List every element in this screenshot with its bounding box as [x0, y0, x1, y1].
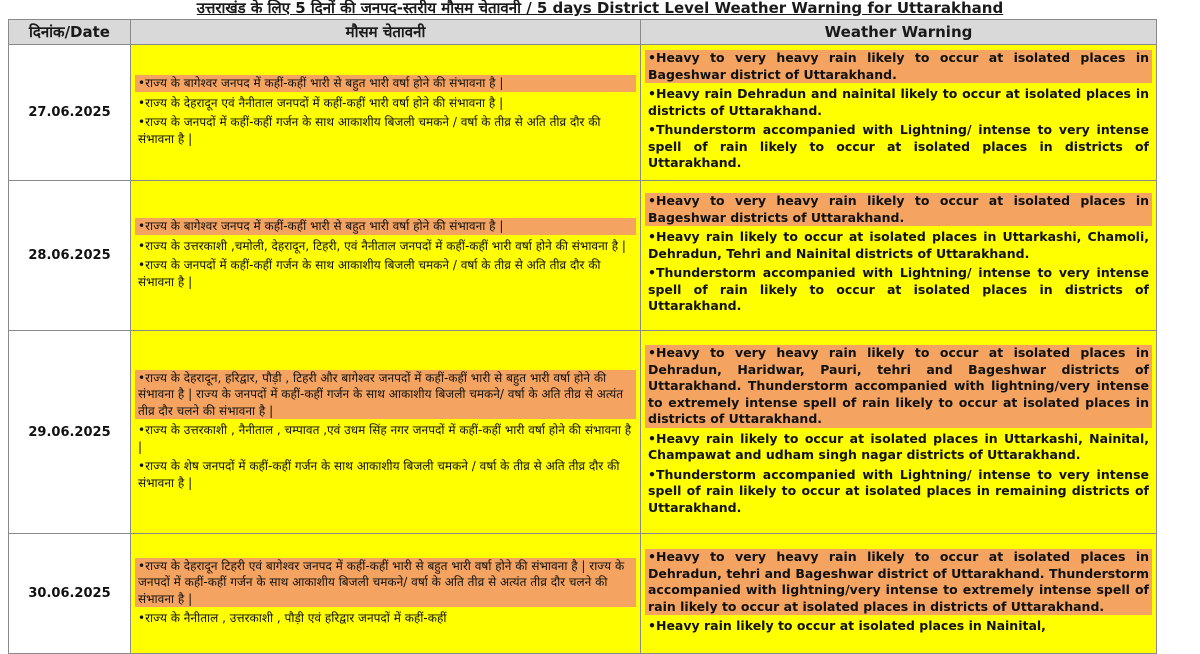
hindi-warning-item: •राज्य के शेष जनपदों में कहीं-कहीं गर्जन के साथ आकाशीय बिजली चमकने / वर्षा के तीव्र से अति तीव्र दौर की संभावना है |	[135, 458, 636, 491]
hindi-warning-item: •राज्य के देहरादून एवं नैनीताल जनपदों में कहीं-कहीं भारी वर्षा होने की संभावना है |	[135, 95, 636, 112]
english-warning-item: •Heavy rain likely to occur at isolated places in Uttarkashi, Nainital, Champawat and udham singh nagar districts of Uttarakhand.	[645, 431, 1152, 464]
page-title: उत्तराखंड के लिए 5 दिनों की जनपद-स्तरीय मौसम चेतावनी / 5 days District Level Weather Warning for Uttarakhand	[196, 0, 1004, 17]
hindi-warning-cell	[131, 45, 641, 181]
hindi-warning-cell	[131, 534, 641, 654]
english-warning-cell	[641, 331, 1157, 534]
hindi-warning-cell	[131, 331, 641, 534]
date-cell: 28.06.2025	[9, 181, 131, 331]
english-warning-item: •Heavy rain Dehradun and nainital likely to occur at isolated places in districts of Uttarakhand.	[645, 86, 1152, 119]
header-hindi-warning: मौसम चेतावनी	[131, 20, 641, 45]
date-cell: 27.06.2025	[9, 45, 131, 181]
table-row	[9, 181, 1157, 331]
table-row	[9, 45, 1157, 181]
english-warning-cell	[641, 181, 1157, 331]
table-row	[9, 331, 1157, 534]
warning-table	[8, 19, 1157, 654]
english-warning-item: •Thunderstorm accompanied with Lightning/ intense to very intense spell of rain likely to occur at isolated places in districts of Uttarakhand.	[645, 122, 1152, 172]
english-warning-item: •Heavy rain likely to occur at isolated places in Uttarkashi, Chamoli, Dehradun, Tehri and Nainital districts of Uttarakhand.	[645, 229, 1152, 262]
english-warning-item: •Heavy to very heavy rain likely to occur at isolated places in Bageshwar district of Uttarakhand.	[645, 50, 1152, 83]
english-warning-cell	[641, 45, 1157, 181]
header-english-warning: Weather Warning	[641, 20, 1157, 45]
hindi-warning-item: •राज्य के नैनीताल , उत्तरकाशी , पौड़ी एवं हरिद्वार जनपदों में कहीं-कहीं	[135, 610, 636, 627]
hindi-warning-cell	[131, 181, 641, 331]
table-row	[9, 534, 1157, 654]
english-warning-item: •Heavy to very heavy rain likely to occur at isolated places in Dehradun, tehri and Bageshwar district of Uttarakhand. Thunderstorm accompanied with lightning/very intense to extremely intense spell of rain likely to occur at isolated places in districts of Uttarakhand.	[645, 549, 1152, 615]
english-warning-item: •Thunderstorm accompanied with Lightning/ intense to very intense spell of rain likely to occur at isolated places in remaining districts of Uttarakhand.	[645, 467, 1152, 517]
hindi-warning-item: •राज्य के उत्तरकाशी ,चमोली, देहरादून, टिहरी, एवं नैनीताल जनपदों में कहीं-कहीं भारी वर्षा होने की संभावना है |	[135, 238, 636, 255]
date-cell: 30.06.2025	[9, 534, 131, 654]
english-warning-item: •Thunderstorm accompanied with Lightning/ intense to very intense spell of rain likely to occur at isolated places in districts of Uttarakhand.	[645, 265, 1152, 315]
hindi-warning-item: •राज्य के बागेश्वर जनपद में कहीं-कहीं भारी से बहुत भारी वर्षा होने की संभावना है |	[135, 75, 636, 92]
english-warning-cell	[641, 534, 1157, 654]
hindi-warning-item: •राज्य के जनपदों में कहीं-कहीं गर्जन के साथ आकाशीय बिजली चमकने / वर्षा के तीव्र से अति तीव्र दौर की संभावना है |	[135, 114, 636, 147]
hindi-warning-item: •राज्य के देहरादून, हरिद्वार, पौड़ी , टिहरी और बागेश्वर जनपदों में कहीं-कहीं भारी से बहुत भारी वर्षा होने की संभावना है | राज्य के जनपदों में कहीं-कहीं गर्जन के साथ आकाशीय बिजली चमकने/ वर्षा के अति तीव्र से अत्यंत तीव्र दौर चलने की संभावना है |	[135, 370, 636, 420]
hindi-warning-item: •राज्य के बागेश्वर जनपद में कहीं-कहीं भारी से बहुत भारी वर्षा होने की संभावना है |	[135, 218, 636, 235]
hindi-warning-item: •राज्य के जनपदों में कहीं-कहीं गर्जन के साथ आकाशीय बिजली चमकने / वर्षा के तीव्र से अति तीव्र दौर की संभावना है |	[135, 257, 636, 290]
english-warning-item: •Heavy to very heavy rain likely to occur at isolated places in Bageshwar districts of Uttarakhand.	[645, 193, 1152, 226]
english-warning-item: •Heavy rain likely to occur at isolated places in Nainital,	[645, 618, 1152, 635]
date-cell: 29.06.2025	[9, 331, 131, 534]
hindi-warning-item: •राज्य के उत्तरकाशी , नैनीताल , चम्पावत ,एवं उधम सिंह नगर जनपदों में कहीं-कहीं भारी वर्षा होने की संभावना है |	[135, 422, 636, 455]
table-header-row	[9, 20, 1157, 45]
header-date: दिनांक/Date	[9, 20, 131, 45]
english-warning-item: •Heavy to very heavy rain likely to occur at isolated places in Dehradun, Haridwar, Pauri, tehri and Bageshwar districts of Uttarakhand. Thunderstorm accompanied with lightning/very intense to extremely intense spell of rain likely to occur at isolated places in districts of Uttarakhand.	[645, 345, 1152, 428]
hindi-warning-item: •राज्य के देहरादून टिहरी एवं बागेश्वर जनपद में कहीं-कहीं भारी से बहुत भारी वर्षा होने की संभावना है | राज्य के जनपदों में कहीं-कहीं गर्जन के साथ आकाशीय बिजली चमकने/ वर्षा के अति तीव्र से अत्यंत तीव्र दौर चलने की संभावना है |	[135, 558, 636, 608]
